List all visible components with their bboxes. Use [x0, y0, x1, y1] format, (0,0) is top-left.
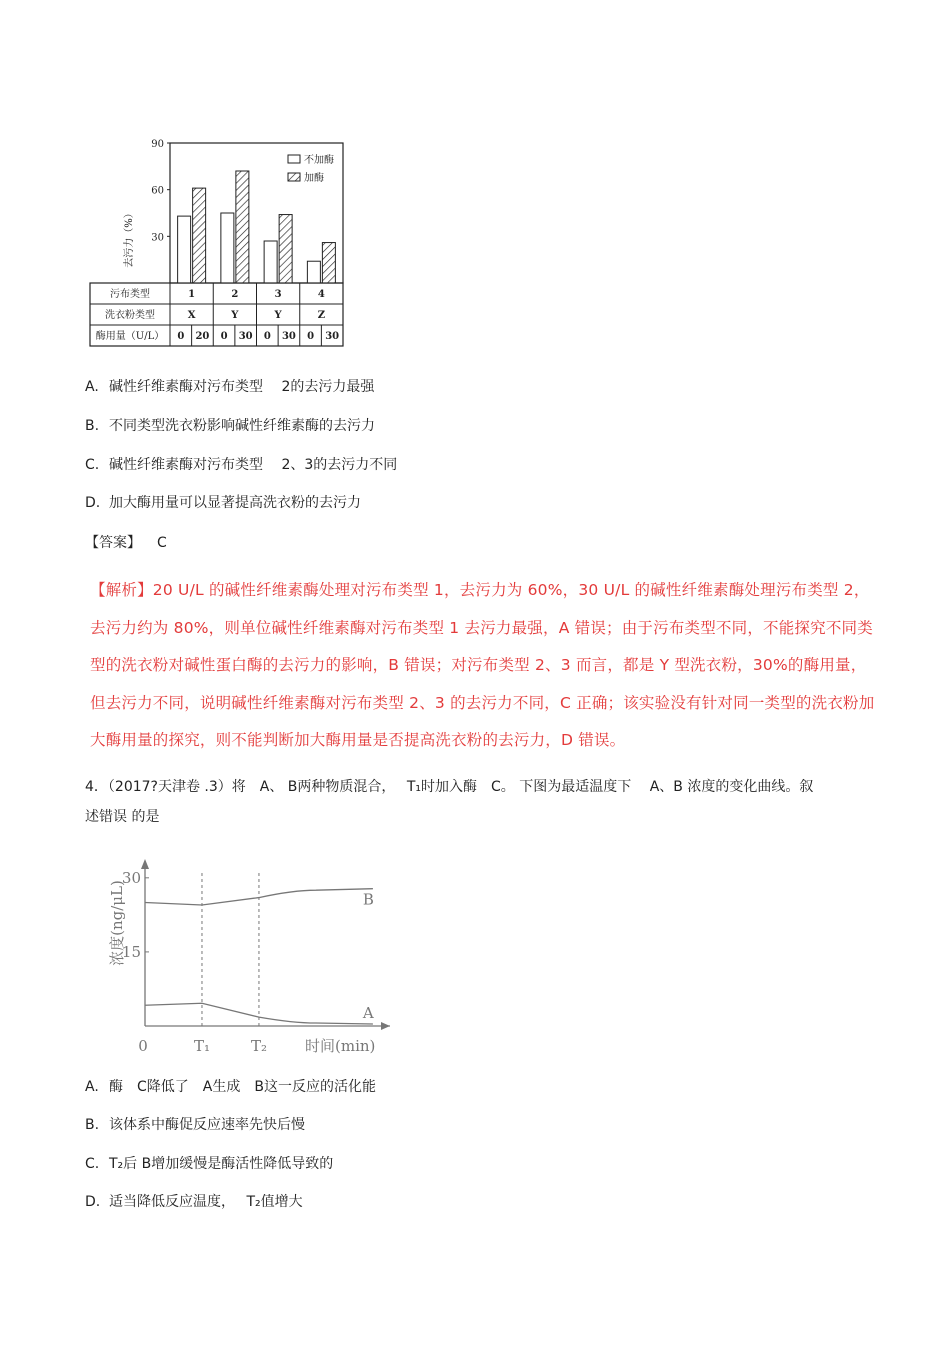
- table-cell: 30: [238, 331, 253, 342]
- q4-option-c: C. T₂后 B增加缓慢是酶活性降低导致的: [85, 1156, 334, 1172]
- table-cell: 0: [263, 331, 271, 342]
- table-cell: 30: [281, 331, 296, 342]
- table-cell: Y: [274, 310, 282, 321]
- curve-label-b: B: [362, 890, 374, 909]
- table-cell: 4: [317, 289, 325, 300]
- q3-option-a: A. 碱性纤维素酶对污布类型 2的去污力最强: [85, 379, 375, 395]
- figure2-line-chart: [100, 858, 400, 1058]
- table-row-label: 酶用量（U/L）: [95, 331, 165, 342]
- x-axis-arrow: [381, 1022, 390, 1030]
- y-tick-label: 90: [151, 139, 164, 150]
- question-4-line1: 4．（2017?天津卷 .3）将 A、 B两种物质混合， T₁时加入酶 C。 下图为最适温度下 A、B 浓度的变化曲线。叙: [85, 779, 814, 795]
- q3-option-b: B. 不同类型洗衣粉影响碱性纤维素酶的去污力: [85, 418, 375, 434]
- q3-option-d: D. 加大酶用量可以显著提高洗衣粉的去污力: [85, 495, 361, 511]
- bar-no-enzyme: [307, 261, 320, 283]
- q4-option-a: A. 酶 C降低了 A生成 B这一反应的活化能: [85, 1079, 376, 1095]
- table-cell: 30: [325, 331, 340, 342]
- y-axis-label: 去污力（%）: [124, 208, 135, 268]
- table-cell: 0: [307, 331, 315, 342]
- table-cell: Y: [231, 310, 239, 321]
- legend-swatch-enzyme: [288, 173, 300, 181]
- bar-enzyme: [193, 188, 206, 283]
- bar-no-enzyme: [178, 216, 191, 283]
- analysis-text: 【解析】20 U/L 的碱性纤维素酶处理对污布类型 1，去污力为 60%，30 U/L 的碱性纤维素酶处理污布类型 2，去污力约为 80%，则单位碱性纤维素酶对污布类型 1 去污力最强，A 错误；由于污布类型不同，不能探究不同类型的洗衣粉对碱性蛋白酶的去污力的影响，B 错误；对污布类型 2、3 而言，都是 Y 型洗衣粉，30%的酶用量，但去污力不同，说明碱性纤维素酶对污布类型 2、3 的去污力不同，C 正确；该实验没有针对同一类型的洗衣粉加大酶用量的探究，则不能判断加大酶用量是否提高洗衣粉的去污力，D 错误。: [90, 581, 875, 749]
- legend-label-enzyme: 加酶: [304, 173, 324, 184]
- bar-enzyme: [322, 243, 335, 283]
- y-tick-label: 30: [151, 232, 164, 244]
- x-tick-label: T₁: [193, 1037, 210, 1055]
- question-4-line2: 述错误 的是: [85, 809, 160, 825]
- table-row-label: 洗衣粉类型: [105, 310, 155, 321]
- answer: [85, 532, 167, 552]
- question-4-stem: [85, 772, 885, 832]
- x-tick-label: 0: [138, 1037, 148, 1055]
- answer-value: C: [157, 535, 167, 551]
- curve-label-a: A: [362, 1004, 374, 1023]
- y-tick-label: 60: [151, 185, 164, 197]
- figure1-bar-chart: [88, 133, 350, 353]
- y-axis-arrow: [141, 859, 149, 869]
- x-axis-label: 时间(min): [305, 1037, 376, 1055]
- q3-option-c: C. 碱性纤维素酶对污布类型 2、3的去污力不同: [85, 457, 398, 473]
- table-cell: 0: [220, 331, 228, 342]
- legend-label-no-enzyme: 不加酶: [304, 155, 334, 166]
- table-cell: 2: [231, 289, 239, 300]
- table-cell: 0: [177, 331, 185, 342]
- legend-swatch-no-enzyme: [288, 155, 300, 163]
- table-cell: Z: [317, 310, 326, 321]
- table-row-label: 污布类型: [110, 289, 150, 300]
- y-tick-label: 30: [121, 868, 141, 887]
- q4-option-b: B. 该体系中酶促反应速率先快后慢: [85, 1117, 305, 1133]
- answer-label: 【答案】: [85, 535, 141, 551]
- x-tick-label: T₂: [250, 1037, 267, 1055]
- y-axis-label: 浓度(ng/μL): [108, 880, 126, 966]
- bar-no-enzyme: [221, 213, 234, 283]
- table-cell: X: [187, 310, 196, 321]
- y-tick-label: 15: [121, 942, 141, 961]
- bar-no-enzyme: [264, 241, 277, 283]
- bar-enzyme: [236, 171, 249, 283]
- table-cell: 1: [188, 289, 196, 300]
- bar-enzyme: [279, 215, 292, 283]
- table-cell: 3: [274, 289, 282, 300]
- q4-option-d: D. 适当降低反应温度， T₂值增大: [85, 1194, 303, 1210]
- table-cell: 20: [195, 331, 210, 342]
